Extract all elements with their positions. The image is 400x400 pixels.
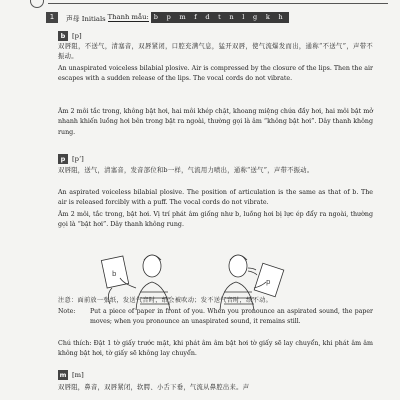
top-rule (0, 0, 400, 9)
initial-m-heading (58, 370, 84, 380)
note-english: Put a piece of paper in front of you. When you pronounce an aspirated sound, the paper moves; when you pronounce an unaspirated sound, it remains still. (90, 308, 373, 326)
initials-list: b p m f d t n l g k h (151, 12, 289, 23)
initial-p-vietnamese: Âm 2 môi, tắc trong, bật hơi. Vị trí phát âm giống như b, luồng hơi bị lực ép đẩy ra ngoài, thường gọi là “bật hơi”. Dây thanh không rung. (58, 211, 373, 229)
initial-p-heading (58, 154, 84, 164)
section-header (46, 12, 289, 23)
initial-b-english: An unaspirated voiceless bilabial plosive. Air is compressed by the closure of the lips. Then the air escapes with a sudden release of the lips. The vocal cords do not vibrate. (58, 65, 373, 83)
note-vietnamese: Chú thích: Đặt 1 tờ giấy trước mặt, khi phát âm âm bật hơi tờ giấy sẽ lay chuyển, khi phát âm âm không bật hơi, tờ giấy sẽ không lay chuyển. (58, 340, 373, 358)
circle-ornament-icon (30, 0, 44, 8)
initial-b-ipa: [p] (72, 32, 82, 40)
initial-p-english: An aspirated voiceless bilabial plosive. The position of articulation is the same as that of b. The air is released forcibly with a puff. The vocal cords do not vibrate. (58, 189, 373, 207)
paper-letter-b: b (112, 270, 117, 278)
initial-p-badge: p (58, 154, 68, 164)
initial-m-chinese: 双唇阻，鼻音，双唇紧闭，软腭、小舌下垂，气流从鼻腔出来。声 (58, 384, 250, 391)
divider (48, 3, 388, 4)
note-english-label: Note: (58, 308, 76, 315)
initial-p-chinese: 双唇阻，送气，清塞音，发音部位和b一样，气流用力喷出，通称“送气”，声带不振动。 (58, 167, 314, 174)
paper-letter-p: p (266, 278, 271, 286)
initial-p-ipa: [pʻ] (72, 155, 84, 163)
initial-b-badge: b (58, 31, 68, 41)
thanh-mau-label: Thanh mẫu: (107, 13, 149, 21)
section-title: 声母 Initials (66, 14, 106, 23)
note-chinese: 注意：面前放一张纸，发送气音时，纸会被吹动；发不送气音时，纸不动。 (58, 297, 273, 304)
initial-b-heading (58, 31, 82, 41)
section-number-badge: 1 (46, 12, 58, 23)
initial-b-vietnamese: Âm 2 môi tắc trong, không bật hơi, hai môi khép chặt, khoang miệng chứa đầy hơi, hai môi bật mở nhanh khiến luồng hơi bên trong bật ra ngoài, thường gọi là âm “không bật hơi”. Dây thanh không rung. (58, 108, 373, 136)
initial-m-ipa: [m] (72, 371, 84, 379)
initial-m-badge: m (59, 371, 67, 379)
initial-b-chinese: 双唇阻，不送气，清塞音，双唇紧闭，口腔充满气息，猛开双唇，使气流爆发而出，通称“不送气”，声带不振动。 (58, 43, 373, 61)
